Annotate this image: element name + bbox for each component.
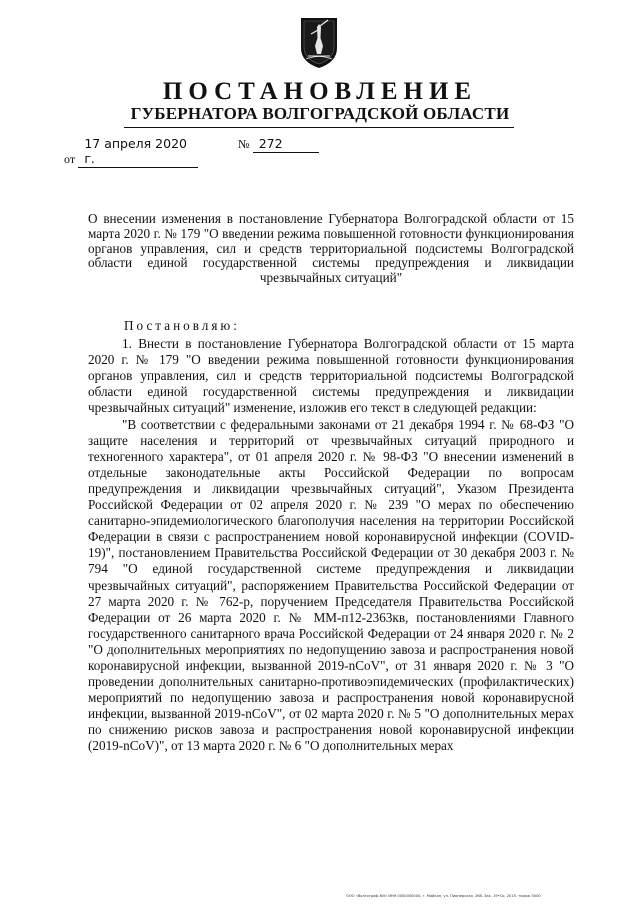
date-field	[64, 136, 198, 168]
printer-imprint: ООО «Волгограф-КИ» ИНН 0000000000, г. Майкоп, ул. Пионерская, 268. Зак. 19•Со, 2015. тираж 5000	[346, 894, 541, 898]
document-body	[88, 318, 574, 755]
decree-word: Постановляю:	[124, 318, 240, 333]
coat-of-arms-emblem	[298, 16, 340, 70]
paragraph-1: 1. Внести в постановление Губернатора Волгоградской области от 15 марта 2020 г. № 179 "О введении режима повышенной готовности функционирования органов управления, сил и средств территориальной подсистемы Волгоградской области единой государственной системы предупреждения и ликвидации чрезвычайных ситуаций" изменение, изложив его текст в следующей редакции:	[88, 336, 574, 416]
header-divider	[124, 127, 514, 128]
number-label: №	[238, 137, 250, 151]
document-heading	[88, 212, 574, 286]
heading-text: О внесении изменения в постановление Губернатора Волгоградской области от 15 марта 2020 г. № 179 "О введении режима повышенной готовности функционирования органов управления, сил и средств территориальной подсистемы Волгоградской области единой государственной системы предупреждения и ликвидации чрезвычайных ситуаций"	[88, 211, 574, 286]
document-type-title: ПОСТАНОВЛЕНИЕ	[162, 78, 478, 105]
date-label: от	[64, 152, 76, 166]
paragraph-2: "В соответствии с федеральными законами от 21 декабря 1994 г. № 68-ФЗ "О защите населения и территорий от чрезвычайных ситуаций природного и техногенного характера", от 01 апреля 2020 г. № 98-ФЗ "О внесении изменений в отдельные законодательные акты Российской Федерации по вопросам предупреждения и ликвидации чрезвычайных ситуаций", Указом Президента Российской Федерации от 02 апреля 2020 г. № 239 "О мерах по обеспечению санитарно-эпидемиологического благополучия населения на территории Российской Федерации в связи с распространением новой коронавирусной инфекции (COVID-19)", постановлением Правительства Российской Федерации от 30 декабря 2003 г. № 794 "О единой государственной системе предупреждения и ликвидации чрезвычайных ситуаций", распоряжением Правительства Российской Федерации от 27 марта 2020 г. № 762-р, поручением Председателя Правительства Российской Федерации от 26 марта 2020 г. № ММ-п12-2363кв, постановлениями Главного государственного санитарного врача Российской Федерации от 24 января 2020 г. № 2 "О дополнительных мероприятиях по недопущению завоза и распространения новой коронавирусной инфекции, вызванной 2019-nCoV", от 31 января 2020 г. № 3 "О проведении дополнительных санитарно-противоэпидемических (профилактических) мероприятий по недопущению завоза и распространения новой коронавирусной инфекции, вызванной 2019-nCoV", от 02 марта 2020 г. № 5 "О дополнительных мерах по снижению рисков завоза и распространения новой коронавирусной инфекции (2019-nCoV)", от 13 марта 2020 г. № 6 "О дополнительных мерах	[88, 416, 574, 754]
issuer-subtitle: ГУБЕРНАТОРА ВОЛГОГРАДСКОЙ ОБЛАСТИ	[130, 104, 510, 123]
number-value: 272	[253, 136, 319, 153]
date-value: 17 апреля 2020 г.	[78, 136, 198, 168]
number-field	[238, 136, 319, 153]
